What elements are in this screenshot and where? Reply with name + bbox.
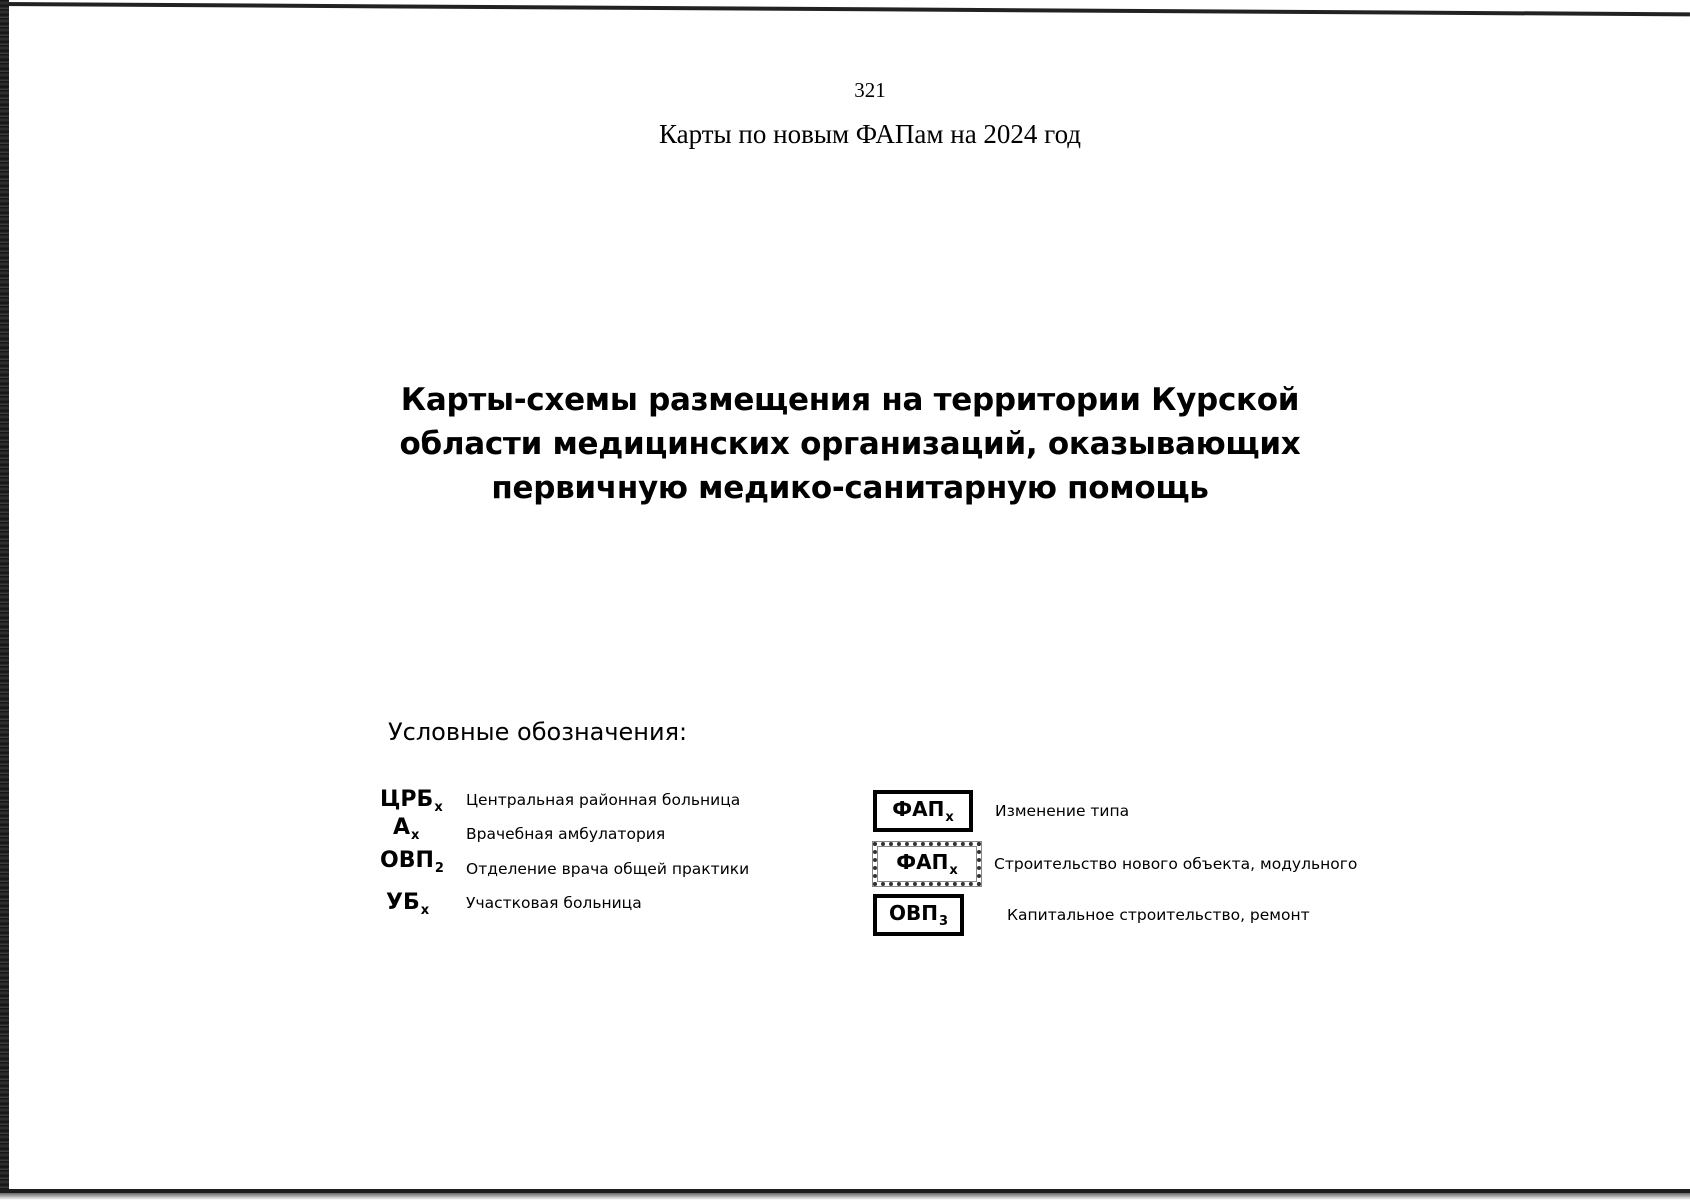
legend-abbr-ub: $УБ_х$ <box>386 890 430 918</box>
legend-desc-type-change: Изменение типа <box>995 802 1130 820</box>
scan-edge-left <box>0 0 9 1200</box>
page-number: 321 <box>854 78 886 102</box>
main-title <box>380 378 1320 510</box>
legend-symbol-fap-type-change: $ФАП_х$ <box>873 790 973 832</box>
legend-abbr-ovp: $ОВП_2$ <box>380 848 444 876</box>
legend-abbr-a: $А_х$ <box>393 815 420 843</box>
scan-edge-top <box>0 2 1690 16</box>
legend-desc-crb: Центральная районная больница <box>466 791 741 809</box>
legend-desc-new-modular: Строительство нового объекта, модульного <box>994 855 1358 873</box>
legend-symbol-fap-new-modular: $ФАП_х$ <box>873 842 981 886</box>
main-title-line-1: Карты-схемы размещения на территории Курской <box>400 382 1300 418</box>
main-title-line-2: области медицинских организаций, оказывающих <box>399 426 1301 462</box>
legend-desc-capital-repair: Капитальное строительство, ремонт <box>1007 906 1310 924</box>
scan-edge-bottom-shadow <box>0 1193 1690 1200</box>
legend-desc-ovp: Отделение врача общей практики <box>466 860 750 878</box>
legend-desc-ub: Участковая больница <box>466 894 642 912</box>
document-caption: Карты по новым ФАПам на 2024 год <box>658 119 1082 149</box>
main-title-line-3: первичную медико-санитарную помощь <box>491 470 1209 506</box>
legend-symbol-ovp-capital-repair: $ОВП_3$ <box>873 894 964 936</box>
legend-abbr-crb: $ЦРБ_х$ <box>380 787 443 815</box>
legend-heading: Условные обозначения: <box>388 718 688 746</box>
legend-desc-a: Врачебная амбулатория <box>466 825 666 843</box>
